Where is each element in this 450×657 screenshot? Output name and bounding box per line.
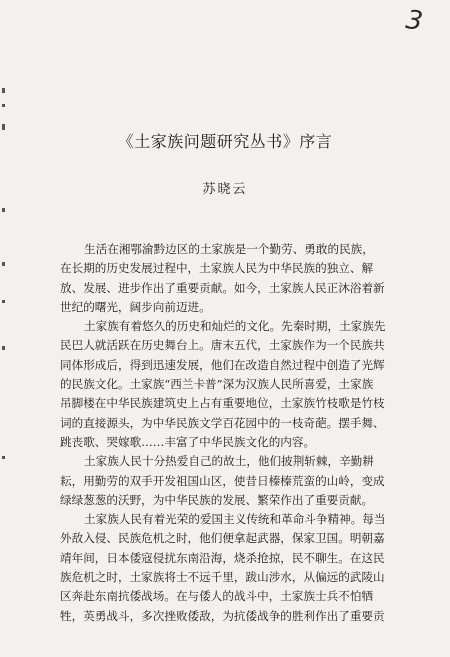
paragraph [60,452,406,510]
text-line: 族危机之时，土家族将士不远千里，跋山涉水，从偏远的武陵山 [60,570,385,585]
body-text [60,240,406,626]
text-line: 外敌入侵、民族危机之时，他们便拿起武器，保家卫国。明朝嘉 [60,531,385,546]
paragraph [60,317,406,452]
text-line: 在长期的历史发展过程中，土家族人民为中华民族的独立、解 [60,261,374,276]
paragraph [60,510,406,626]
text-line: 牲，英勇战斗，多次挫败倭敌，为抗倭战争的胜利作出了重要贡 [60,608,385,623]
text-line: 吊脚楼在中华民族建筑史上占有重要地位，土家族竹枝歌是竹枝 [60,396,385,411]
page-number: 3 [403,4,425,38]
text-line: 放、发展、进步作出了重要贡献。如今，土家族人民正沐浴着新 [60,280,385,295]
text-line: 世纪的曙光，阔步向前迈进。 [60,299,211,314]
text-line: 土家族人民有着光荣的爱国主义传统和革命斗争精神。每当 [84,512,386,527]
text-line: 区奔赴东南抗倭战场。在与倭人的战斗中，土家族士兵不怕牺 [60,589,374,604]
text-line: 跳丧歌、哭嫁歌……丰富了中华民族文化的内容。 [60,434,316,449]
text-line: 的民族文化。土家族“西兰卡普”深为汉族人民所喜爱，土家族 [60,377,374,392]
text-line: 同体形成后，得到迅速发展，他们在改造自然过程中创造了光辉 [60,357,385,372]
text-line: 民巴人就活跃在历史舞台上。唐末五代，土家族作为一个民族共 [60,338,385,353]
binding-edge-marks [0,0,10,657]
text-line: 耘，用勤劳的双手开发祖国山区，使昔日榛榛荒蛮的山岭，变成 [60,473,385,488]
paragraph [60,240,406,317]
author-name: 苏晓云 [202,182,248,197]
text-line: 靖年间，日本倭寇侵扰东南沿海，烧杀抢掠，民不聊生。在这民 [60,550,385,565]
text-line: 绿绿葱葱的沃野，为中华民族的发展、繁荣作出了重要贡献。 [60,492,374,507]
page-title: 《土家族问题研究丛书》序言 [117,132,333,151]
text-line: 生活在湘鄂渝黔边区的土家族是一个勤劳、勇敢的民族， [84,242,374,256]
text-line: 土家族有着悠久的历史和灿烂的文化。先秦时期，土家族先 [84,319,386,334]
text-line: 土家族人民十分热爱自己的故土，他们披荆斩棘，辛勤耕 [84,454,374,469]
text-line: 词的直接源头，为中华民族文学百花园中的一枝奇葩。摆手舞、 [60,415,385,430]
